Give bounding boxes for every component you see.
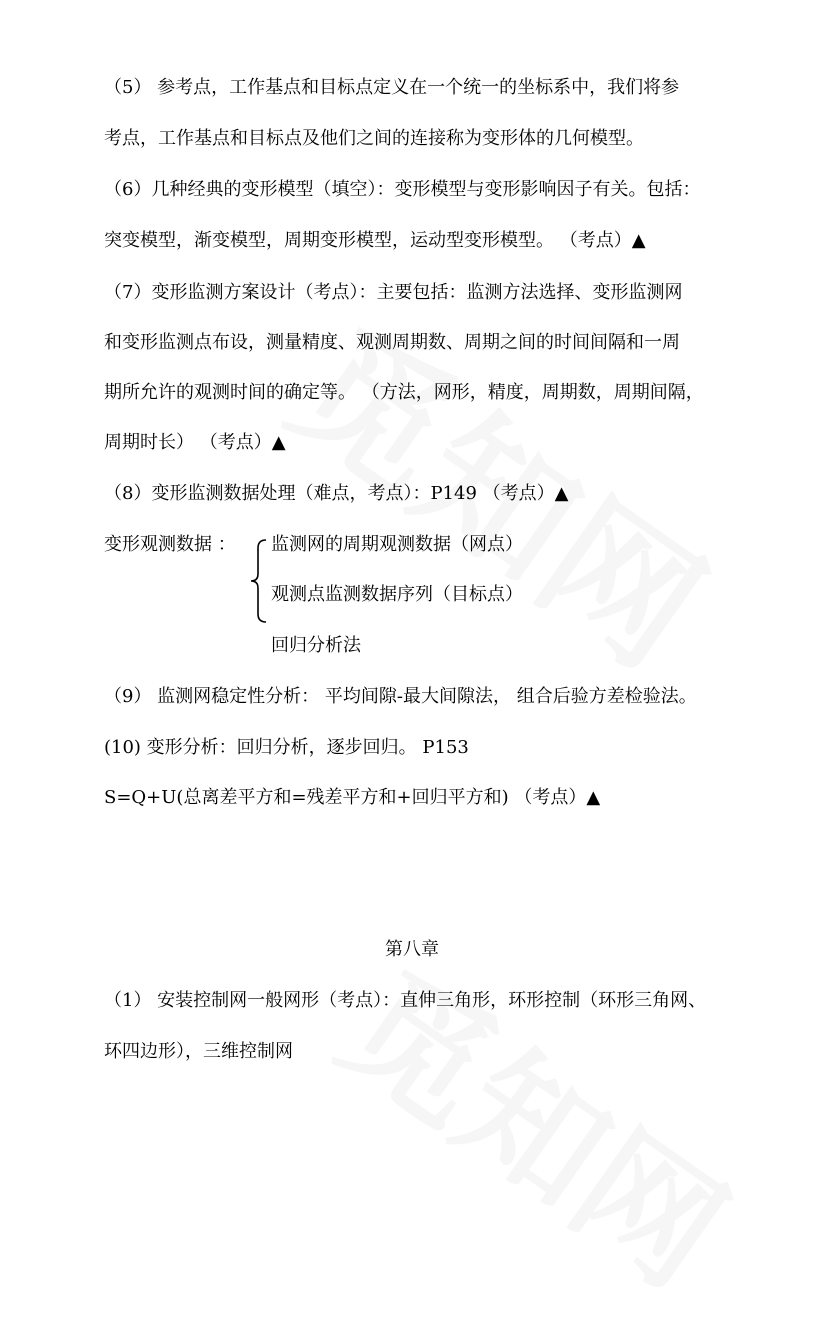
text-line-15: S=Q+U(总离差平方和=残差平方和+回归平方和) （考点）▲ xyxy=(104,787,601,808)
text-line-4: 突变模型，渐变模型，周期变形模型，运动型变形模型。 （考点）▲ xyxy=(104,230,646,251)
text-line-6: 和变形监测点布设，测量精度、观测周期数、周期之间的时间间隔和一周 xyxy=(104,332,680,353)
curly-brace xyxy=(248,538,270,624)
text-line-17: 环四边形），三维控制网 xyxy=(104,1041,293,1062)
text-line-7: 期所允许的观测时间的确定等。 （方法，网形，精度，周期数，周期间隔， xyxy=(104,382,704,403)
text-line-14: (10) 变形分析：回归分析，逐步回归。 P153 xyxy=(104,737,469,758)
text-line-2: 考点，工作基点和目标点及他们之间的连接称为变形体的几何模型。 xyxy=(104,128,644,149)
brace-item-2: 观测点监测数据序列（目标点） xyxy=(271,584,523,605)
text-line-1: （5） 参考点，工作基点和目标点定义在一个统一的坐标系中，我们将参 xyxy=(104,77,680,98)
text-line-9: （8）变形监测数据处理（难点，考点）：P149 （考点）▲ xyxy=(104,483,569,504)
text-line-16: （1） 安装控制网一般网形（考点）：直伸三角形，环形控制（环形三角网、 xyxy=(104,990,707,1011)
text-line-8: 周期时长） （考点）▲ xyxy=(104,432,286,453)
brace-item-1: 监测网的周期观测数据（网点） xyxy=(271,534,523,555)
text-line-3: （6）几种经典的变形模型（填空）：变形模型与变形影响因子有关。包括： xyxy=(104,179,701,200)
chapter-heading: 第八章 xyxy=(385,939,439,960)
watermark-bottom xyxy=(310,918,769,1323)
brace-item-3: 回归分析法 xyxy=(271,635,361,656)
text-line-5: （7）变形监测方案设计（考点）：主要包括：监测方法选择、变形监测网 xyxy=(104,282,683,303)
data-label: 变形观测数据 ： xyxy=(104,534,236,555)
text-line-13: （9） 监测网稳定性分析： 平均间隙-最大间隙法， 组合后验方差检验法。 xyxy=(104,686,697,707)
